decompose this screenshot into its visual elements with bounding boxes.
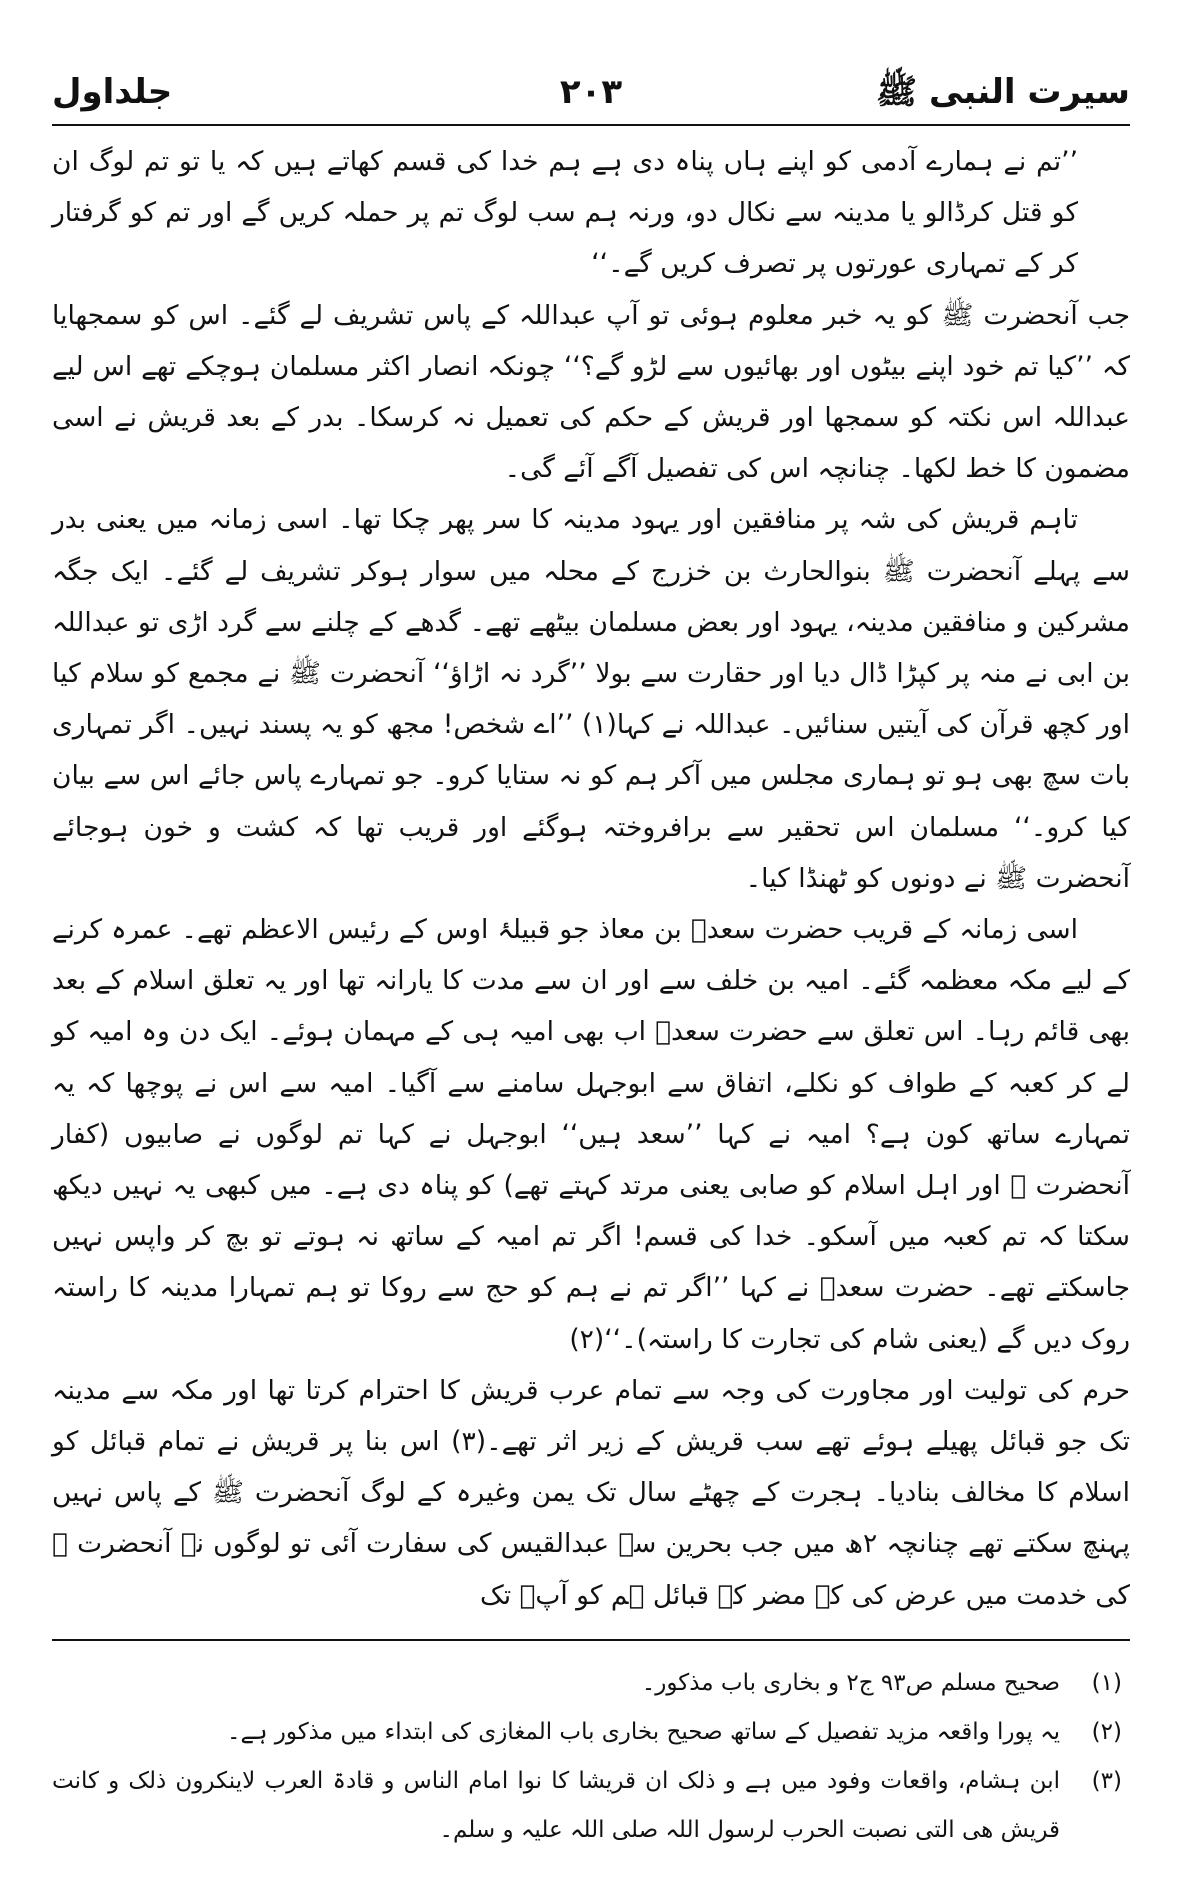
- footnote-mark: (۱): [1091, 1669, 1122, 1696]
- page-header: [52, 58, 1130, 120]
- footnote: [52, 1757, 1130, 1855]
- paragraph: حرم کی تولیت اور مجاورت کی وجہ سے تمام عرب قریش کا احترام کرتا تھا اور مکہ سے مدینہ تک جو قبائل پھیلے ہوئے تھے سب قریش کے زیر اثر تھے۔(۳) اس بنا پر قریش نے تمام قبائل کو اسلام کا مخالف بنادیا۔ ہجرت کے چھٹے سال تک یمن وغیرہ کے لوگ آنحضرت ﷺ کے پاس نہیں پہنچ سکتے تھے چنانچہ ۲ھ میں جب بحرین سے عبدالقیس کی سفارت آئی تو لوگوں نے آنحضرت ﷺ کی خدمت میں عرض کی کہ مضر کے قبائل ہم کو آپؐ تک: [52, 1374, 1131, 1611]
- paragraph: تاہم قریش کی شہ پر منافقین اور یہود مدینہ کا سر پھر چکا تھا۔ اسی زمانہ میں یعنی بدر سے پہلے آنحضرت ﷺ بنوالحارث بن خزرج کے محلہ میں سوار ہوکر تشریف لے گئے۔ ایک جگہ مشرکین و منافقین مدینہ، یہود اور بعض مسلمان بیٹھے تھے۔ گدھے کے چلنے سے گرد اڑی تو عبداللہ بن ابی نے منہ پر کپڑا ڈال دیا اور حقارت سے بولا ’’گرد نہ اڑاؤ‘‘ آنحضرت ﷺ نے مجمع کو سلام کیا اور کچھ قرآن کی آیتیں سنائیں۔ عبداللہ نے کہا(۱) ’’اے شخص! مجھ کو یہ پسند نہیں۔ اگر تمہاری بات سچ بھی ہو تو ہماری مجلس میں آکر ہم کو نہ ستایا کرو۔ جو تمہارے پاس جائے اس سے بیان کیا کرو۔‘‘ مسلمان اس تحقیر سے برافروختہ ہوگئے اور قریب تھا کہ کشت و خون ہوجائے آنحضرت ﷺ نے دونوں کو ٹھنڈا کیا۔: [52, 504, 1130, 894]
- page-number: ۲۰۳: [559, 72, 623, 112]
- paragraph: اسی زمانہ کے قریب حضرت سعدؓ بن معاذ جو قبیلۂ اوس کے رئیس الاعظم تھے۔ عمرہ کرنے کے لیے مکہ معظمہ گئے۔ امیہ بن خلف سے اور ان سے مدت کا یارانہ تھا اور یہ تعلق اسلام کے بعد بھی قائم رہا۔ اس تعلق سے حضرت سعدؓ اب بھی امیہ ہی کے مہمان ہوئے۔ ایک دن وہ امیہ کو لے کر کعبہ کے طواف کو نکلے، اتفاق سے ابوجہل سامنے سے آگیا۔ امیہ سے اس نے پوچھا کہ یہ تمہارے ساتھ کون ہے؟ امیہ نے کہا ’’سعد ہیں‘‘ ابوجہل نے کہا تم لوگوں نے صابیوں (کفار آنحضرت ﷺ اور اہل اسلام کو صابی یعنی مرتد کہتے تھے) کو پناہ دی ہے۔ میں کبھی یہ نہیں دیکھ سکتا کہ تم کعبہ میں آسکو۔ خدا کی قسم! اگر تم امیہ کے ساتھ نہ ہوتے تو بچ کر واپس نہیں جاسکتے تھے۔ حضرت سعدؓ نے کہا ’’اگر تم نے ہم کو حج سے روکا تو ہم تمہارا مدینہ کا راستہ روک دیں گے (یعنی شام کی تجارت کا راستہ)۔‘‘(۲): [52, 914, 1130, 1355]
- paragraph-quote: ’’تم نے ہمارے آدمی کو اپنے ہاں پناہ دی ہے ہم خدا کی قسم کھاتے ہیں کہ یا تو تم لوگ ان کو قتل کرڈالو یا مدینہ سے نکال دو، ورنہ ہم سب لوگ تم پر حملہ کریں گے اور تم کو گرفتار کر کے تمہاری عورتوں پر تصرف کریں گے۔‘‘: [52, 146, 1078, 280]
- footnote: [52, 1659, 1130, 1708]
- main-text: [52, 136, 1130, 1621]
- footnote-divider: [52, 1639, 1130, 1641]
- volume-label: جلداول: [52, 72, 173, 112]
- paragraph: جب آنحضرت ﷺ کو یہ خبر معلوم ہوئی تو آپ عبداللہ کے پاس تشریف لے گئے۔ اس کو سمجھایا کہ ’’کیا تم خود اپنے بیٹوں اور بھائیوں سے لڑو گے؟‘‘ چونکہ انصار اکثر مسلمان ہوچکے تھے اس لیے عبداللہ اس نکتہ کو سمجھا اور قریش کے حکم کی تعمیل نہ کرسکا۔ بدر کے بعد قریش نے اسی مضمون کا خط لکھا۔ چنانچہ اس کی تفصیل آگے آئے گی۔: [52, 299, 1130, 485]
- footnote-text: صحیح مسلم ص۹۳ ج۲ و بخاری باب مذکور۔: [641, 1669, 1060, 1696]
- footnotes: [52, 1659, 1130, 1855]
- footnote-text: یہ پورا واقعہ مزید تفصیل کے ساتھ صحیح بخاری باب المغازی کی ابتداء میں مذکور ہے۔: [226, 1718, 1060, 1745]
- running-title: سیرت النبی ﷺ: [876, 72, 1130, 112]
- footnote-text: ابن ہشام، واقعات وفود میں ہے و ذلک ان قریشا کا نوا امام الناس و قادۃ العرب لاینکرون ذلک و کانت قریش ھی التی نصبت الحرب لرسول اللہ صلی اللہ علیہ و سلم۔: [52, 1767, 1060, 1843]
- header-divider: [52, 124, 1130, 126]
- footnote-mark: (۲): [1091, 1718, 1122, 1745]
- footnote: [52, 1708, 1130, 1757]
- footnote-mark: (۳): [1091, 1767, 1122, 1794]
